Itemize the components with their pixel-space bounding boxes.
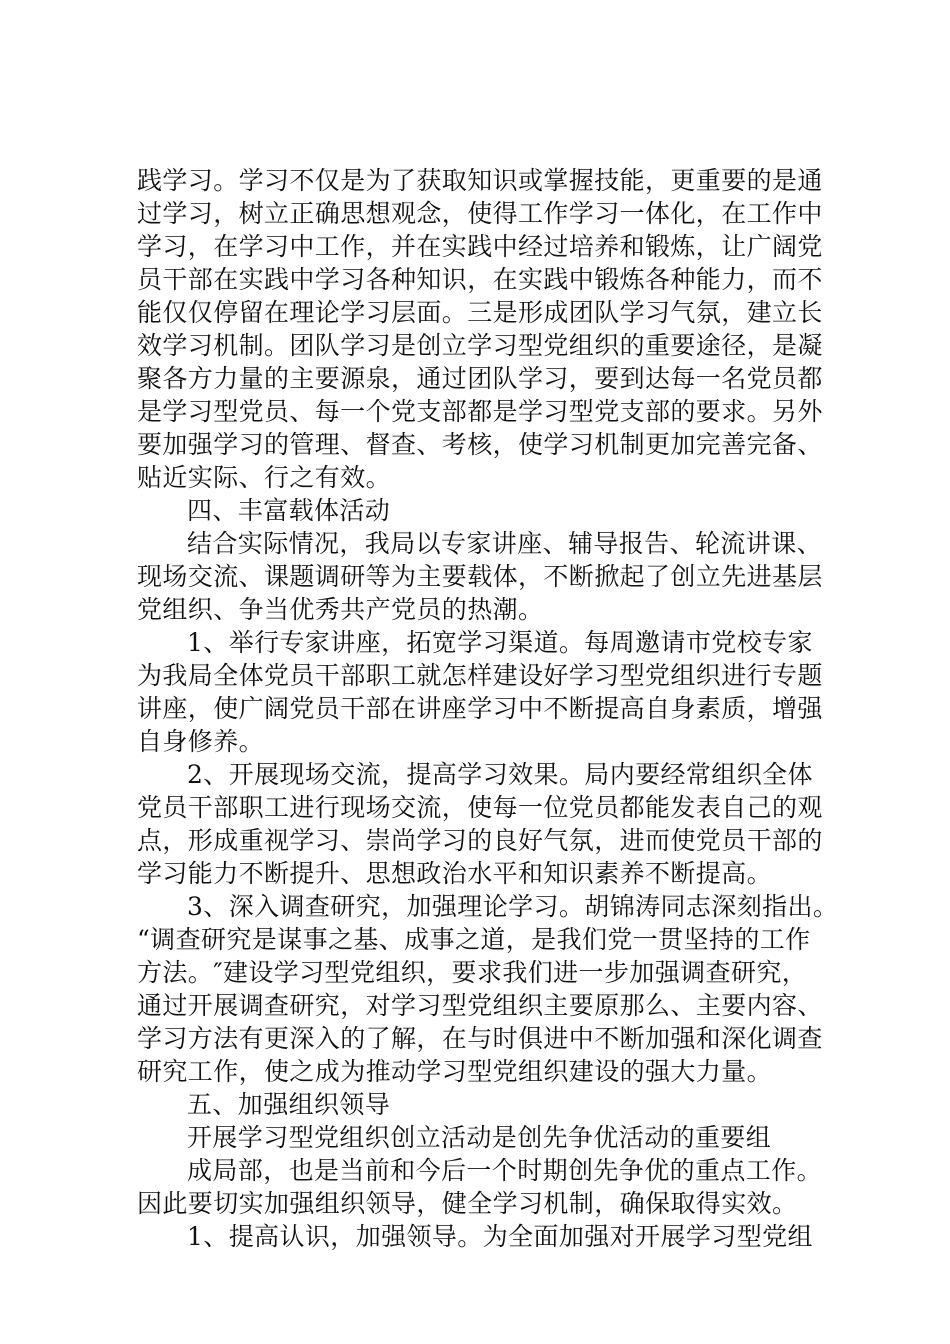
- text-line: “调查研究是谋事之基、成事之道，是我们党一贯坚持的工作: [137, 925, 811, 954]
- text-line: 结合实际情况，我局以专家讲座、辅导报告、轮流讲课、: [187, 529, 823, 558]
- text-line: 聚各方力量的主要源泉，通过团队学习，要到达每一名党员都: [137, 364, 823, 393]
- text-line: 因此要切实加强组织领导，健全学习机制，确保取得实效。: [137, 1189, 798, 1218]
- text-line: 开展学习型党组织创立活动是创先争优活动的重要组: [187, 1123, 772, 1152]
- text-line: 党员干部职工进行现场交流，使每一位党员都能发表自己的观: [137, 793, 823, 822]
- text-line: 3、深入调查研究，加强理论学习。胡锦涛同志深刻指出。: [187, 892, 839, 921]
- text-line: 效学习机制。团队学习是创立学习型党组织的重要途径，是凝: [137, 331, 823, 360]
- text-line: 1、提高认识，加强领导。为全面加强对开展学习型党组: [187, 1222, 813, 1251]
- text-line: 通过开展调查研究，对学习型党组织主要原那么、主要内容、: [137, 991, 823, 1020]
- text-line: 学习能力不断提升、思想政治水平和知识素养不断提高。: [137, 859, 773, 888]
- text-line: 点，形成重视学习、崇尚学习的良好气氛，进而使党员干部的: [137, 826, 823, 855]
- text-line: 学习方法有更深入的了解，在与时俱进中不断加强和深化调查: [137, 1024, 823, 1053]
- text-line: 成局部，也是当前和今后一个时期创先争优的重点工作。: [187, 1156, 823, 1185]
- text-line: 方法。″建设学习型党组织，要求我们进一步加强调查研究，: [137, 958, 808, 987]
- text-line: 四、丰富载体活动: [187, 496, 391, 525]
- text-line: 过学习，树立正确思想观念，使得工作学习一体化，在工作中: [137, 199, 823, 228]
- text-line: 要加强学习的管理、督查、考核，使学习机制更加完善完备、: [137, 430, 823, 459]
- text-line: 党组织、争当优秀共产党员的热潮。: [137, 595, 544, 624]
- text-line: 为我局全体党员干部职工就怎样建设好学习型党组织进行专题: [137, 661, 823, 690]
- text-line: 贴近实际、行之有效。: [137, 463, 392, 492]
- text-line: 研究工作，使之成为推动学习型党组织建设的强大力量。: [137, 1057, 773, 1086]
- text-line: 员干部在实践中学习各种知识，在实践中锻炼各种能力，而不: [137, 265, 823, 294]
- text-line: 践学习。学习不仅是为了获取知识或掌握技能，更重要的是通: [137, 166, 823, 195]
- text-line: 五、加强组织领导: [187, 1090, 391, 1119]
- text-line: 讲座，使广阔党员干部在讲座学习中不断提高自身素质，增强: [137, 694, 823, 723]
- text-line: 学习，在学习中工作，并在实践中经过培养和锻炼，让广阔党: [137, 232, 823, 261]
- document-body: [137, 164, 839, 1253]
- text-line: 1、举行专家讲座，拓宽学习渠道。每周邀请市党校专家: [187, 628, 813, 657]
- text-line: 现场交流、课题调研等为主要载体，不断掀起了创立先进基层: [137, 562, 823, 591]
- text-line: 自身修养。: [137, 727, 265, 756]
- text-line: 是学习型党员、每一个党支部都是学习型党支部的要求。另外: [137, 397, 823, 426]
- text-line: 2、开展现场交流，提高学习效果。局内要经常组织全体: [187, 760, 813, 789]
- text-line: 能仅仅停留在理论学习层面。三是形成团队学习气氛，建立长: [137, 298, 823, 327]
